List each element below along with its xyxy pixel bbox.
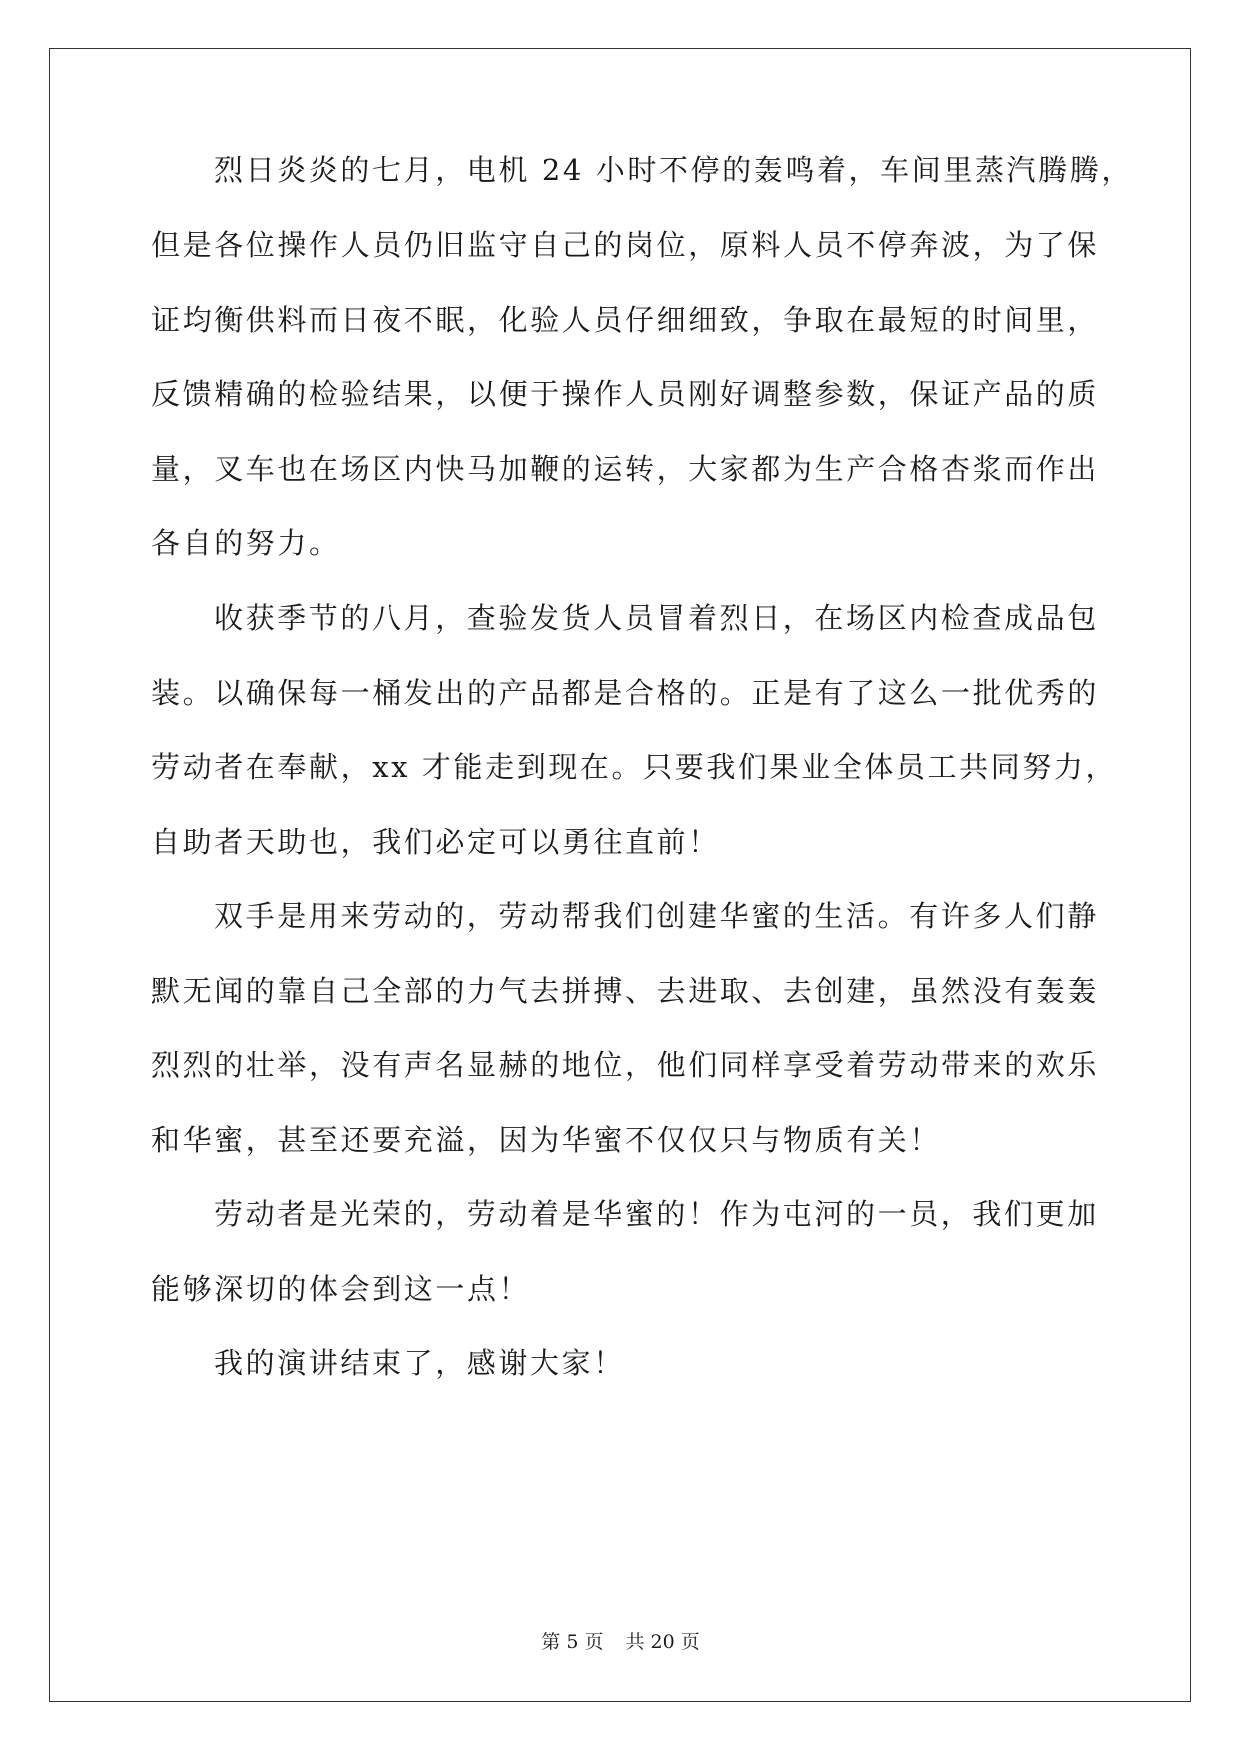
paragraph-1-line-4: 反馈精确的检验结果，以便于操作人员刚好调整参数，保证产品的质 (151, 377, 1100, 411)
paragraph-1-line-2: 但是各位操作人员仍旧监守自己的岗位，原料人员不停奔波，为了保 (151, 228, 1100, 262)
paragraph-2-line-2: 装。以确保每一桶发出的产品都是合格的。正是有了这么一批优秀的 (151, 676, 1100, 710)
paragraph-1-line-3: 证均衡供料而日夜不眠，化验人员仔细细致，争取在最短的时间里， (151, 303, 1100, 337)
paragraph-1-line-6: 各自的努力。 (151, 526, 341, 560)
paragraph-3-line-3: 烈烈的壮举，没有声名显赫的地位，他们同样享受着劳动带来的欢乐 (151, 1048, 1100, 1082)
paragraph-1-line-5: 量，叉车也在场区内快马加鞭的运转，大家都为生产合格杏浆而作出 (151, 452, 1100, 486)
paragraph-2-line-4: 自助者天助也，我们必定可以勇往直前！ (151, 825, 720, 859)
page-border (49, 48, 1191, 1702)
page-total: 共 20 页 (625, 1631, 700, 1653)
paragraph-3-line-1: 双手是用来劳动的，劳动帮我们创建华蜜的生活。有许多人们静 (214, 899, 1099, 933)
paragraph-3-line-2: 默无闻的靠自己全部的力气去拼搏、去进取、去创建，虽然没有轰轰 (151, 974, 1100, 1008)
page-footer (0, 1630, 1241, 1654)
paragraph-1-line-1: 烈日炎炎的七月，电机 24 小时不停的轰鸣着，车间里蒸汽腾腾， (214, 153, 1133, 187)
paragraph-4-line-2: 能够深切的体会到这一点！ (151, 1272, 531, 1306)
paragraph-2-line-1: 收获季节的八月，查验发货人员冒着烈日，在场区内检查成品包 (214, 601, 1099, 635)
paragraph-5-line-1: 我的演讲结束了，感谢大家！ (214, 1346, 625, 1380)
page-number: 第 5 页 (541, 1631, 604, 1653)
paragraph-2-line-3: 劳动者在奉献，xx 才能走到现在。只要我们果业全体员工共同努力， (151, 750, 1118, 784)
paragraph-4-line-1: 劳动者是光荣的，劳动着是华蜜的！作为屯河的一员，我们更加 (214, 1197, 1099, 1231)
paragraph-3-line-4: 和华蜜，甚至还要充溢，因为华蜜不仅仅只与物质有关！ (151, 1123, 942, 1157)
